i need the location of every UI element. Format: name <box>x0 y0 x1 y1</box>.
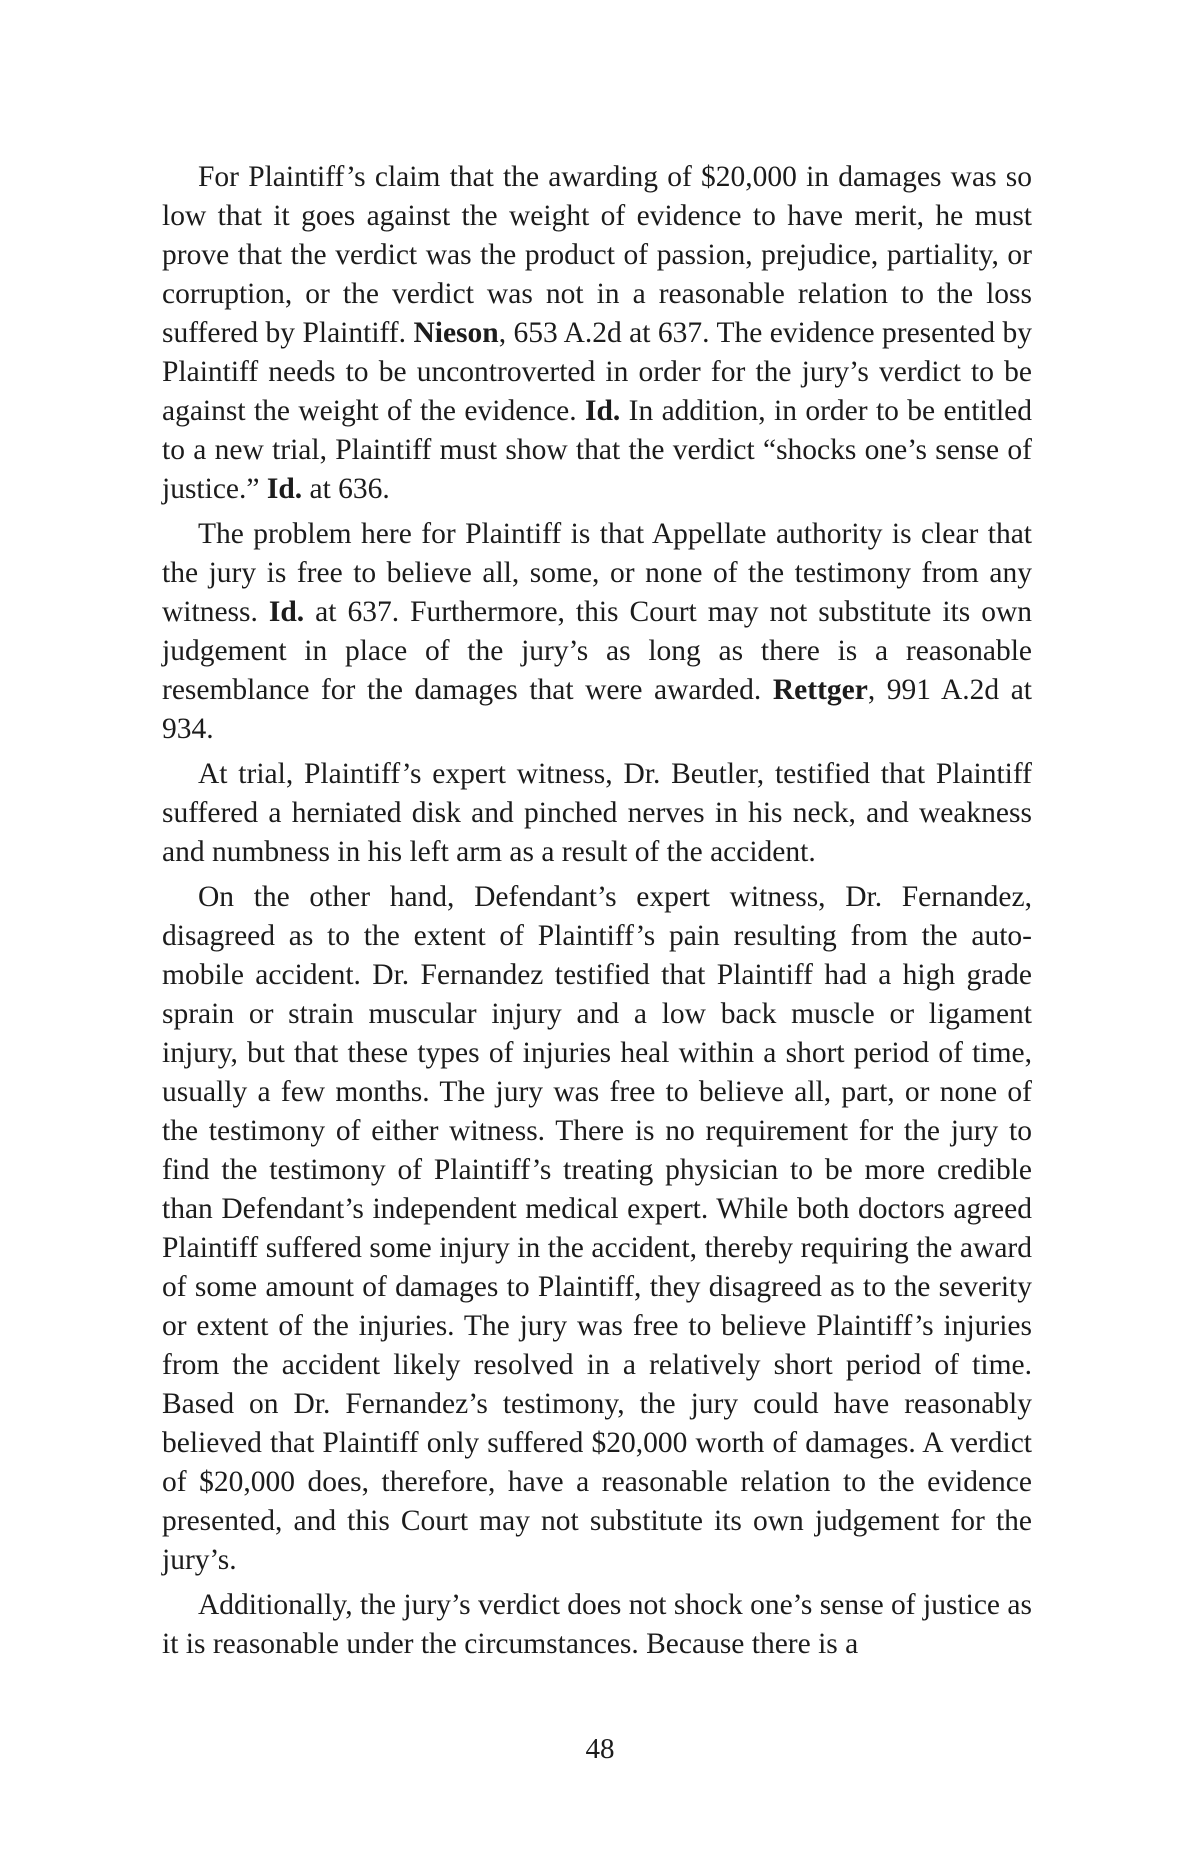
paragraph-shock-justice <box>162 1586 1032 1664</box>
document-body <box>162 158 1032 1670</box>
text-run: , 991 A.2d at 934. <box>162 674 1032 745</box>
page-number: 48 <box>585 1733 615 1765</box>
text-run: In addition, in order to be entitled to a new trial, Plaintiff must show that the verdict “shocks one’s sense of justice.” <box>162 395 1032 505</box>
text-run: At trial, Plaintiff’s expert witness, Dr. Beutler, testified that Plaintiff suffered a herniated disk and pinched nerves in his neck, and weakness and numbness in his left arm as a result of the accident. <box>162 758 1032 868</box>
paragraph-damages-standard <box>162 158 1032 509</box>
citation-bold: Id. <box>268 596 305 628</box>
paragraph-defendant-expert <box>162 878 1032 1580</box>
text-run: On the other hand, Defendant’s expert witness, Dr. Fernandez, disagreed as to the extent of Plaintiff’s pain resulting from the automobile accident. Dr. Fernandez testified that Plaintiff had a high grade sprain or strain muscular injury and a low back muscle or ligament injury, but that these types of injuries heal within a short period of time, usually a few months. The jury was free to believe all, part, or none of the testimony of either witness. There is no requirement for the jury to find the testimony of Plaintiff’s treating physician to be more credible than Defendant’s independent medical expert. While both doctors agreed Plaintiff suffered some injury in the accident, thereby requiring the award of some amount of damages to Plaintiff, they disagreed as to the severity or extent of the injuries. The jury was free to believe Plaintiff’s injuries from the accident likely resolved in a relatively short period of time. Based on Dr. Fernandez’s testimony, the jury could have reasonably believed that Plaintiff only suffered $20,000 worth of damages. A verdict of $20,000 does, therefore, have a reasonable relation to the evidence presented, and this Court may not substitute its own judgement for the jury’s. <box>162 881 1032 1576</box>
paragraph-jury-credibility <box>162 515 1032 749</box>
citation-bold: Id. <box>266 473 303 505</box>
text-run: , 653 A.2d at 637. The evidence presented by Plaintiff needs to be uncontroverted in order for the jury’s verdict to be against the weight of the evidence. <box>162 317 1032 427</box>
citation-bold: Nieson <box>413 317 499 349</box>
citation-bold: Rettger <box>772 674 868 706</box>
text-run: For Plaintiff’s claim that the awarding of $20,000 in damages was so low that it goes against the weight of evidence to have merit, he must prove that the verdict was the product of passion, prejudice, partiality, or corruption, or the verdict was not in a reasonable relation to the loss suffered by Plaintiff. <box>162 161 1032 349</box>
citation-bold: Id. <box>584 395 621 427</box>
text-run: at 637. Furthermore, this Court may not substitute its own judgement in place of the jury’s as long as there is a reasonable resemblance for the damages that were awarded. <box>162 596 1032 706</box>
paragraph-plaintiff-expert <box>162 755 1032 872</box>
text-run: Additionally, the jury’s verdict does not shock one’s sense of justice as it is reasonable under the circumstances. Because there is a <box>162 1589 1032 1660</box>
text-run: at 636. <box>302 473 390 505</box>
text-run: The problem here for Plaintiff is that Appellate authority is clear that the jury is free to believe all, some, or none of the testimony from any witness. <box>162 518 1032 628</box>
